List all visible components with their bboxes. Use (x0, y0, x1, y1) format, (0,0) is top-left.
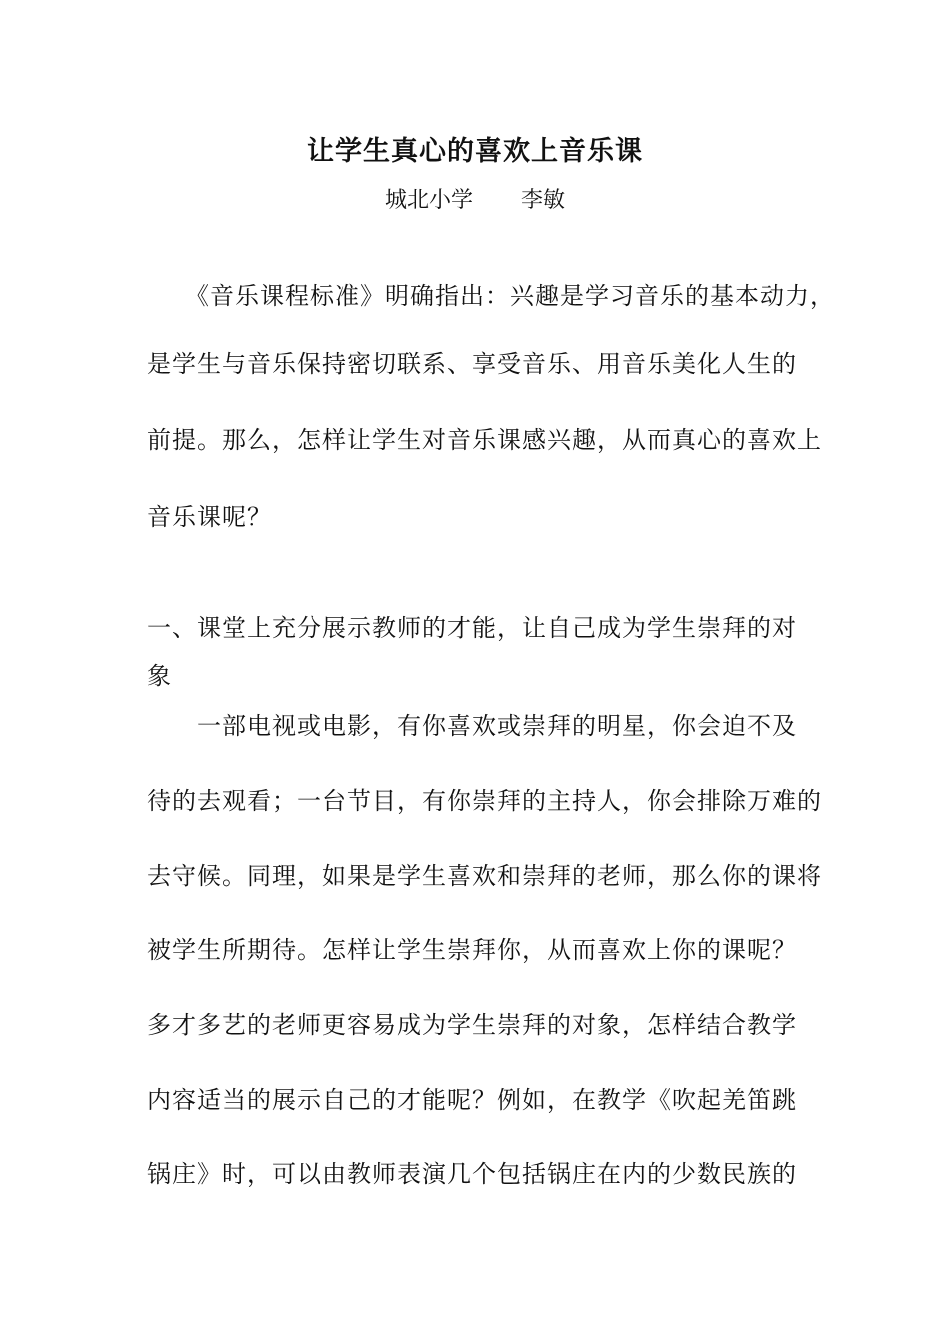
paragraph-line: 一部电视或电影，有你喜欢或崇拜的明星，你会迫不及 (147, 712, 797, 740)
paragraph-line: 音乐课呢？ (147, 503, 272, 531)
paragraph-line: 被学生所期待。怎样让学生崇拜你，从而喜欢上你的课呢？ (147, 936, 797, 964)
section-heading-line: 一、课堂上充分展示教师的才能，让自己成为学生崇拜的对 (147, 614, 797, 642)
paragraph-line: 《音乐课程标准》明确指出：兴趣是学习音乐的基本动力， (147, 282, 835, 310)
document-title: 让学生真心的喜欢上音乐课 (307, 136, 643, 167)
school-name: 城北小学 (384, 188, 473, 213)
paragraph-line: 待的去观看；一台节目，有你崇拜的主持人，你会排除万难的 (147, 787, 822, 815)
section-heading-line: 象 (147, 662, 172, 690)
paragraph-line: 内容适当的展示自己的才能呢？例如，在教学《吹起羌笛跳 (147, 1086, 797, 1114)
paragraph-line: 锅庄》时，可以由教师表演几个包括锅庄在内的少数民族的 (147, 1160, 797, 1188)
author-name: 李敏 (521, 188, 566, 213)
paragraph-line: 去守候。同理，如果是学生喜欢和崇拜的老师，那么你的课将 (147, 862, 822, 890)
paragraph-line: 多才多艺的老师更容易成为学生崇拜的对象，怎样结合教学 (147, 1011, 797, 1039)
paragraph-line: 前提。那么，怎样让学生对音乐课感兴趣，从而真心的喜欢上 (147, 426, 822, 454)
author-line (0, 187, 950, 215)
paragraph-line: 是学生与音乐保持密切联系、享受音乐、用音乐美化人生的 (147, 350, 797, 378)
